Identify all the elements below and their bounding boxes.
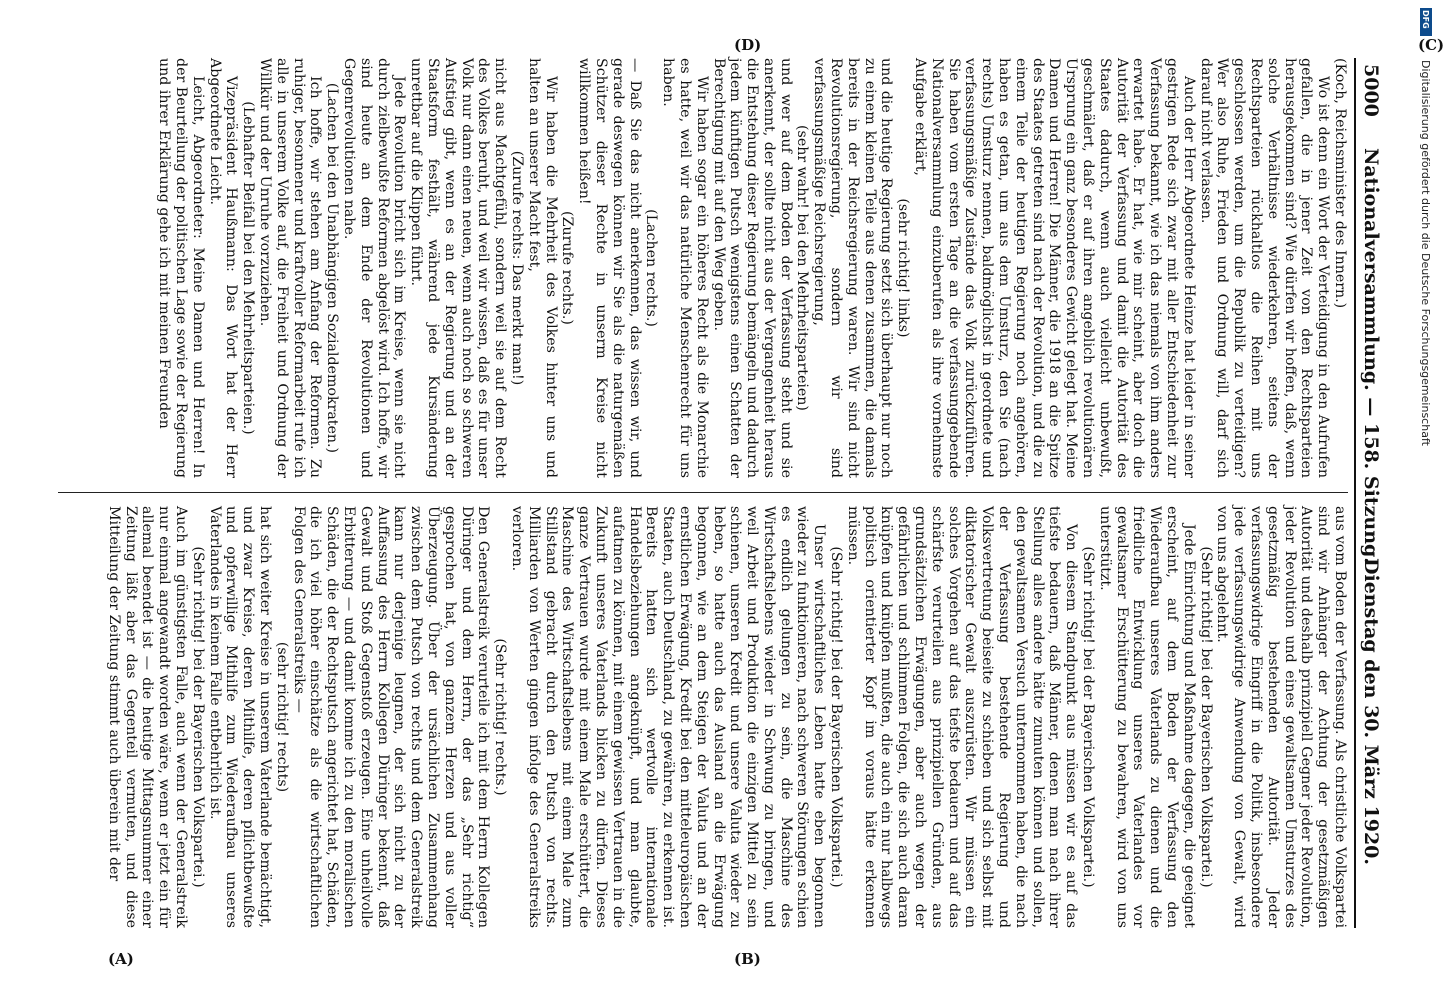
right-column-paragraph: hat sich weiter Kreise in unserem Vaterlande bemächtigt, und zwar Kreise, deren Mithilfe, deren pflichtbewußte und opferwillige Mithilfe zum Wiederaufbau unseres Vaterlandes in keinem Falle entbehrlich ist.	[206, 506, 273, 928]
left-column-paragraph: (Koch, Reichsminister des Innern.)	[1332, 58, 1348, 309]
left-column-paragraph: und die heutige Regierung setzt sich überhaupt nur noch zu einem kleinen Teile aus denen zusammen, die damals bereits in der Reichsregierung waren. Wir sind nicht Revolutionsregierung, sondern wir sind verfassungsmäßige Reichsregierung,	[811, 58, 895, 478]
right-column-paragraph: Unser wirtschaftliches Leben hatte eben begonnen wieder zu funktionieren, nach schweren Störungen schien es endlich gelungen zu sein, die Maschine des Wirtschaftslebens wieder in Schwung zu bringen, und weil Arbeit und Produktion die einzigen Mittel zu sein schienen, unseren Kredit und unsere Valuta wieder zu heben, so hatte auch das Ausland an die Erwägung begonnen, wie an dem Steigen der Valuta und an der ernstlichen Erwägung, Kredit bei den mitteleuropäischen Staaten, auch Deutschland, zu gewähren, zu erkennen ist. Bereits hatten sich wertvolle internationale Handelsbeziehungen angeknüpft, und man glaubte, aufatmen zu können, mit einem gewissen Vertrauen in die Zukunft unseres Vaterlands blicken zu dürfen. Dieses ganze Vertrauen wurde mit einem Male erschüttert, die Maschine des Wirtschaftslebens mit einem Male zum Stillstand gebracht durch den Putsch von rechts. Milliarden von Werten gingen infolge des Generalstreiks verloren.	[508, 506, 828, 928]
running-title: Nationalversammlung. — 158. Sitzung.	[1360, 148, 1382, 564]
left-column-paragraph: Auch der Herr Abgeordnete Heinze hat leider in seiner gestrigen Rede sich zwar mit aller Entschiedenheit zur Verfassung bekannt, wie ich das niemals von ihm anders erwartet habe. Er hat, wie mir scheint, aber doch die Autorität der Verfassung und damit die Autorität des Staates dadurch, wenn auch vielleicht unbewußt, geschmälert, daß er auf ihren angeblich revolutionären Ursprung ein ganz besonderes Gewicht gelegt hat. Meine Damen und Herren! Die Männer, die 1918 an die Spitze des Staates getreten sind nach der Revolution, und die zu einem Teile der heutigen Regierung noch angehören, haben es getan, um aus dem Umsturz, den Sie (nach rechts) Umsturz nennen, baldmöglichst in geordnete und verfassungsmäßige Zustände das Volk zurückzuführen. Sie haben vom ersten Tage an die verfassunggebende Nationalversammlung einzuberufen als ihre vornehmste Aufgabe erklärt,	[912, 58, 1197, 478]
right-column-paragraph: Den Generalstreik verurteile ich mit dem Herrn Kollegen Düringer und dem Herrn, der das „Sehr richtig“ gesprochen hat, von ganzem Herzen und aus voller Überzeugung. Über der ursächlichen Zusammenhang zwischen dem Putsch von rechts und dem Generalstreik kann nur derjenige leugnen, der sich nicht zu der Auffassung des Herrn Kollegen Düringer bekennt, daß Gewalt und Stoß Gegenstoß erzeugen. Eine unheilvolle Erbitterung — und damit komme ich zu den moralischen Schäden, die der Rechtsputsch angerichtet hat, Schäden, die ich viel höher einschätze als die wirtschaftlichen Folgen des Generalstreiks —	[290, 506, 492, 928]
margin-marker-c: (C)	[1418, 36, 1444, 54]
left-column-paragraph: Wo ist denn ein Wort der Verteidigung in den Aufrufen gefallen, die in jener Zeit von den Rechtsparteien herausgekommen sind? Wie dürfen wir hoffen, daß, wenn solche Verhältnisse wiederkehren, seitens der Rechtsparteien rückhaltlos die Reihen mit uns geschlossen werden, um die Republik zu verteidigen? Wer also Ruhe, Frieden und Ordnung will, darf sich darauf nicht verlassen.	[1197, 58, 1332, 478]
right-column-paragraph: (Sehr richtig! bei der Bayerischen Volkspartei.)	[1197, 546, 1214, 888]
left-column-paragraph: — Daß Sie das nicht anerkennen, das wissen wir, und gerade deswegen können wir Sie als die naturgemäßen Schützer dieser Rechte in unserm Kreise nicht willkommen heißen!	[576, 58, 643, 478]
column-divider	[58, 492, 1348, 493]
margin-marker-d: (D)	[734, 36, 762, 54]
left-column-paragraph: (Lebhafter Beifall bei den Mehrheitsparteien.)	[240, 101, 257, 435]
session-date: Dienstag den 30. März 1920.	[1360, 558, 1382, 866]
left-column-paragraph: Ich hoffe, wir stehen am Anfang der Reformen. Zu ruhiger, besonnener und kraftvoller Reformarbeit rufe ich alle in unserem Volke auf, die Freiheit und Ordnung der Willkür und der Unruhe vorzuziehen.	[257, 58, 324, 478]
right-column-paragraph: (Sehr richtig! bei der Bayerischen Volkspartei.)	[828, 546, 845, 888]
right-column-paragraph: (sehr richtig! rechts)	[273, 641, 290, 793]
right-column-paragraph: (Sehr richtig! bei der Bayerischen Volkspartei.)	[189, 546, 206, 888]
left-column-paragraph: (Lachen rechts.)	[643, 209, 660, 327]
right-column-paragraph: (Sehr richtig! rechts.)	[492, 638, 509, 796]
right-column-paragraph: Jede Einrichtung und Maßnahme dagegen, die geeignet erscheint, auf dem Boden der Verfassung den Wiederaufbau unseres Vaterlands zu dienen und die friedliche Entwicklung unseres Vaterlandes vor gewaltsamer Erschütterung zu bewahren, wird von uns unterstützt.	[1096, 506, 1197, 928]
digitization-credit: Digitalisierung gefördert durch die Deutsche Forschungsgemeinschaft	[1419, 60, 1432, 446]
left-column-paragraph: (Zurufe rechts: Das merkt man!)	[508, 150, 525, 386]
page-header	[1354, 58, 1386, 928]
right-column-paragraph: (Sehr richtig! bei der Bayerischen Volkspartei.)	[1080, 546, 1097, 888]
left-column-paragraph: Vizepräsident Haußmann: Das Wort hat der Herr Abgeordnete Leicht.	[206, 58, 240, 478]
page-number: 5000	[1360, 64, 1382, 117]
left-column-paragraph: und wer auf dem Boden der Verfassung steht und sie anerkennt, der sollte nicht aus der Vergangenheit heraus die Entstehung dieser Regierung bemängeln und dadurch jedem künftigen Putsch wenigstens einen Schatten der Berechtigung mit auf den Weg geben.	[710, 58, 794, 478]
right-column-paragraph: Auch im günstigsten Falle, auch wenn der Generalstreik nur einmal angewandt worden wäre, wenn er jetzt ein für allemal beendet ist — die heutige Mittagsnummer einer Zeitung läßt aber das Gegenteil vermuten, und diese Mitteilung der Zeitung stimmt auch überein mit der	[105, 506, 190, 928]
page-content	[56, 58, 1386, 928]
left-column-paragraph: Wir haben die Mehrheit des Volkes hinter uns und halten an unserer Macht fest,	[525, 58, 559, 478]
dfg-logo: DFG	[1420, 8, 1432, 36]
left-column-paragraph: (sehr richtig! links)	[895, 198, 912, 338]
left-column-paragraph: (Lachen bei den Unabhängigen Sozialdemokraten.)	[324, 82, 341, 454]
margin-marker-a: (A)	[108, 950, 134, 968]
left-column-paragraph: Wir haben sogar ein höheres Recht als die Monarchie es hatte, weil wir das natürliche Menschenrecht für uns haben.	[660, 58, 710, 478]
right-column-paragraph: aus vom Boden der Verfassung. Als christliche Volkspartei sind wir Anhänger der Achtung der gesetzmäßigen Autorität und deshalb prinzipiell Gegner jeder Revolution, jeder Revolution und eines gewaltsamen Umsturzes des gesetzmäßig bestehenden Autorität. Jeder verfassungswidrige Eingriff in die Politik, insbesondere jede verfassungswidrige Anwendung von Gewalt, wird von uns abgelehnt.	[1214, 506, 1348, 928]
left-column-paragraph: (sehr wahr! bei den Mehrheitsparteien)	[794, 125, 811, 411]
left-column-paragraph: Leicht, Abgeordneter: Meine Damen und Herren! In der Beurteilung der politischen Lage sowie der Regierung und ihrer Erklärung gehe ich mit meinen Freunden	[156, 58, 206, 478]
left-column-paragraph: nicht aus Machtgefühl, sondern weil sie auf dem Recht des Volkes beruht, und weil wir wissen, daß es für unser Volk nur dann einen neuen, wenn auch noch so schweren Aufstieg gibt, wenn es an der Regierung und an der Staatsform festhält, während jede Kursänderung unrettbar auf die Klippen führt.	[408, 58, 509, 478]
right-column	[105, 506, 1348, 928]
left-column	[155, 58, 1348, 478]
left-column-paragraph: (Zurufe rechts.)	[559, 211, 576, 325]
left-column-paragraph: Jede Revolution bricht sich im Kreise, wenn sie nicht durch zielbewußte Reformen abgelöst wird. Ich hoffe, wir sind heute an dem Ende der Revolutionen und Gegenrevolutionen nahe.	[340, 58, 408, 478]
right-column-paragraph: Von diesem Standpunkt aus müssen wir es auf das tiefste bedauern, daß Männer, denen man nach ihrer Stellung alles andere hätte zumuten können und sollen, den gewaltsamen Versuch unternommen haben, die nach der Verfassung bestehende Regierung und Volksvertretung beiseite zu schieben und sich selbst mit diktatorischer Gewalt auszurüsten. Wir müssen ein solches Vorgehen auf das tiefste bedauern und auf das schärfste verurteilen aus prinzipiellen Gründen, aus grundsätzlichen Erwägungen, aber auch wegen der gefährlichen und schlimmen Folgen, die sich auch daran knüpfen und knüpfen mußten, die auch ein nur halbwegs politisch orientierter Kopf im voraus hätte erkennen müssen.	[844, 506, 1080, 928]
margin-marker-b: (B)	[734, 950, 761, 968]
